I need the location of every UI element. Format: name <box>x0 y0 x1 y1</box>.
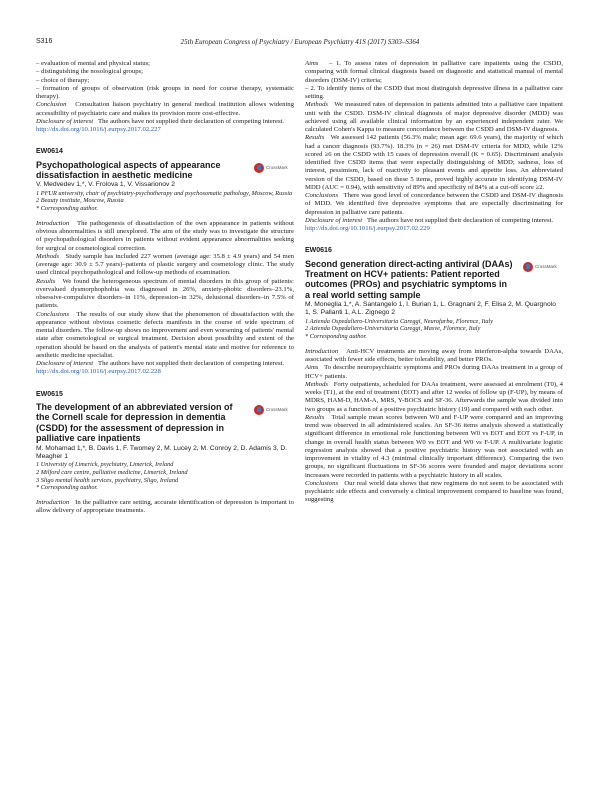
results-paragraph: Results We assessed 142 patients (56.3% male; mean age: 69.6 years), the majority of which had a cancer diagnosis (93.7%). 18.3% (n = 26) met DSM-IV criteria for MDD, while 12% scored ≥6 on the CSDD with 15 cases of depression overall (K = 0.65). Discriminant analysis identified five CSDD items that were especially distinguishing of MDD; sadness, loss of interest, pessimism, lack of reactivity to pleasant events and appetite loss. An abbreviated version of the CSDD, based on these 5 items, proved highly accurate in identifying DSM-IV MDD (AUC = 0.94), with sensitivity of 89% and specificity of 84% at a cut-off score ≥2. <box>305 134 563 191</box>
right-column <box>305 60 563 505</box>
aims-paragraph: Aims To describe neuropsychiatric symptoms and PROs during DAAs treatment in a group of HCV+ patients. <box>305 364 563 380</box>
crossmark-label: CrossMark <box>535 263 557 269</box>
abstract-code: EW0616 <box>305 247 332 255</box>
introduction-paragraph: Introduction In the palliative care setting, accurate identification of depression is important to allow delivery of appropriate treatments. <box>36 499 294 515</box>
abstract-title: Second generation direct-acting antiviral (DAAs) Treatment on HCV+ patients: Patient reported outcomes (PROs) and psychiatric symptoms in a real world setting sample <box>305 258 513 300</box>
methods-paragraph: Methods We measured rates of depression in patients admitted into a palliative care inpatient unit with the CSDD. DSM-IV clinical diagnosis of major depressive disorder (MDD) was achieved using all available clinical information by an experienced independent rater. We calculated Cohen's Kappa to measure concordance between the CSDD and DSM-IV diagnosis. <box>305 101 563 133</box>
abstract-code: EW0615 <box>36 390 63 398</box>
disclosure-paragraph: Disclosure of interest The authors have not supplied their declaration of competing interest. <box>305 216 554 224</box>
conclusions-paragraph: Conclusions Our real world data shows that new regimens do not seem to be associated with psychiatric side effects and conversely a clinical improvement compared to baseline was found, suggesting <box>305 479 563 504</box>
crossmark-label: CrossMark <box>266 164 288 170</box>
corresponding-note: * Corresponding author. <box>305 333 367 341</box>
introduction-paragraph: Introduction Anti-HCV treatments are moving away from interferon-alpha towards DAAs, associated with fewer side effects, better tolerability, and better PROs. <box>305 347 563 364</box>
affiliation: 1 Azienda Ospedaliero-Universitaria Careggi, Neurofarba, Florence, Italy <box>305 317 494 325</box>
results-paragraph: Results We found the heterogeneous spectrum of mental disorders in this group of patients: overvalued dysmorphophobia was diagnosed in 26%, anxiety-phobic disorders–23.1%, obsessive-compulsive disorders–in 11%, depression–in 32%, delusional disorders–in 7.5% of patients. <box>36 277 294 310</box>
abstract-code: EW0614 <box>36 148 63 156</box>
affiliation: 1 PFUR university, chair of psychiatry-psychotherapy and psychosomatic pathology, Moscow, Russia <box>36 189 293 197</box>
doi-link[interactable]: http://dx.doi.org/10.1016/j.eurpsy.2017.02.229 <box>305 225 430 232</box>
abstract-title: The development of an abbreviated version of the Cornell scale for depression in dementia (CSDD) for the assessment of depression in palliative care inpatients <box>36 401 233 444</box>
crossmark-icon <box>254 163 264 173</box>
methods-paragraph: Methods Forty outpatients, scheduled for DAAs treatment, were assessed at enrolment (T0), 4 weeks (T1), at the end of treatment (EOT) and after 12 weeks of follow up (F-UP), by means of MDRS, HAM-D, HAM-A, MRS, Y-BOCS and SF-36. Afterwards the sample was divided into two groups as a function of a positive psychiatric history (19) and compared with each other. <box>305 380 564 413</box>
author-list: M. Moneglia 1,*, A. Santangelo 1, I. Burian 1, L. Gragnani 2, F. Elisa 2, M. Quargnolo 1, S. Pallanti 1, A.L. Zignego 2 <box>305 301 556 317</box>
left-column <box>36 60 294 516</box>
abstract-header <box>305 259 563 301</box>
list-item: – evaluation of mental and physical status; <box>36 60 151 67</box>
list-item: – choice of therapy; <box>36 76 90 84</box>
author-list: V. Medvedev 1,*, V. Frolova 1, V. Vissarionov 2 <box>36 181 175 189</box>
page-number: S316 <box>36 38 53 45</box>
doi-link[interactable]: http://dx.doi.org/10.1016/j.eurpsy.2017.02.227 <box>36 126 161 133</box>
doi-link[interactable]: http://dx.doi.org/10.1016/j.eurpsy.2017.02.228 <box>36 368 161 376</box>
methods-paragraph: Methods Study sample has included 227 women (average age: 35.8 ± 4.9 years) and 54 men (average age: 30.9 ± 5.7 years)–patients of plastic surgery and cosmetology clinic. The study used clinical psychopathological and follow-up methods of examination. <box>36 252 295 277</box>
affiliation: 1 University of Limerick, psychiatry, Limerick, Ireland <box>36 460 174 468</box>
conclusions-paragraph: Conclusions There was good level of concordance between the CSDD and DSM-IV diagnosis of MDD. We identified five depressive symptoms that are especially discriminating for depression in palliative care patients. <box>305 192 563 216</box>
crossmark-badge[interactable] <box>254 163 294 174</box>
conclusions-paragraph: Conclusions The results of our study show that the phenomenon of dissatisfaction with the appearance without obvious cosmetic defects manifests in the course of wide spectrum of mental disorders. The follow-up shows no improvement and even worsening of patients' mental state after cosmetological or surgical treatment. Decision about possibility and extent of the operation should be based on the analysis of patient's mental state and motive for reference to aesthetic medicine specialist. <box>36 310 294 359</box>
aims-paragraph: Aims – 1. To assess rates of depression in palliative care inpatients using the CSDD, comparing with formal clinical diagnosis based on diagnostic and statistical manual of mental disorders (DSM-IV) criteria; <box>305 60 564 84</box>
journal-citation: 25th European Congress of Psychiatry / European Psychiatry 41S (2017) S303–S364 <box>180 38 420 46</box>
aims-paragraph: – 2. To identify items of the CSDD that most distinguish depressive illness in a palliative care setting. <box>305 84 563 100</box>
affiliation: 2 Milford care centre, palliative medicine, Limerick, Ireland <box>36 468 188 476</box>
disclosure-paragraph: Disclosure of interest The authors have not supplied their declaration of competing interest. <box>36 117 285 125</box>
crossmark-badge[interactable] <box>254 405 294 416</box>
page-header <box>36 38 564 52</box>
crossmark-label: CrossMark <box>266 407 288 413</box>
list-item: – distinguishing the nosological groups; <box>36 68 143 76</box>
crossmark-badge[interactable] <box>523 262 563 273</box>
list-item: – formation of groups of observation (risk groups in need for course therapy, systematic therapy). <box>36 84 294 100</box>
introduction-paragraph: Introduction The pathogenesis of dissatisfaction of the own appearance in patients without obvious abnormalities is still unexplored. The aim of the study was to investigate the structure of psychopathological disorders in patients without evident appearance abnormalities seeking for surgical or cosmetological correction. <box>36 219 294 252</box>
affiliation: 2 Beauty institute, Moscow, Russia <box>36 197 124 205</box>
abstract-header <box>36 160 294 181</box>
results-paragraph: Results Total sample mean scores between W0 and F-UP were compared and an improving trend was observed in all administered scales. An SF-36 items analysis showed a statistically significant difference in emotional role functioning between W0 vs EOT and EOT vs F-UP, in change in overall health status between W0 vs EOT and W0 vs F-UP. A multivariate logistic regression analysis showed that a positive psychiatric history was not associated with an improvement in vitality of 4.3 (minimal clinically important difference). Comparing the two groups, no significant fluctuations in SF-36 scores were founded and major deviations score increases were recorded in patients with a psychiatric history in all scales. <box>305 413 563 479</box>
crossmark-icon <box>523 262 533 272</box>
affiliation: 3 Sligo mental health services, psychiatry, Sligo, Ireland <box>36 476 179 484</box>
abstract-header <box>36 402 294 444</box>
corresponding-note: * Corresponding author. <box>36 484 98 492</box>
corresponding-note: * Corresponding author. <box>36 205 98 213</box>
abstract-title: Psychopathological aspects of appearance dissatisfaction in aesthetic medicine <box>36 159 221 180</box>
author-list: M. Mohamad 1,*, B. Davis 1, F. Twomey 2, M. Lucey 2, M. Conroy 2, D. Adamis 3, D. Meagher 1 <box>36 444 288 460</box>
crossmark-icon <box>254 405 264 415</box>
affiliation: 2 Azienda Ospedaliero-Universitaria Careggi, Masve, Florence, Italy <box>305 325 481 333</box>
conclusion-paragraph: Conclusion Consultation liaison psychiatry in general medical institution allows widening accessibility of psychiatric care and makes its provision more cost-effective. <box>36 101 294 117</box>
disclosure-paragraph: Disclosure of interest The authors have not supplied their declaration of competing interest. <box>36 360 285 368</box>
